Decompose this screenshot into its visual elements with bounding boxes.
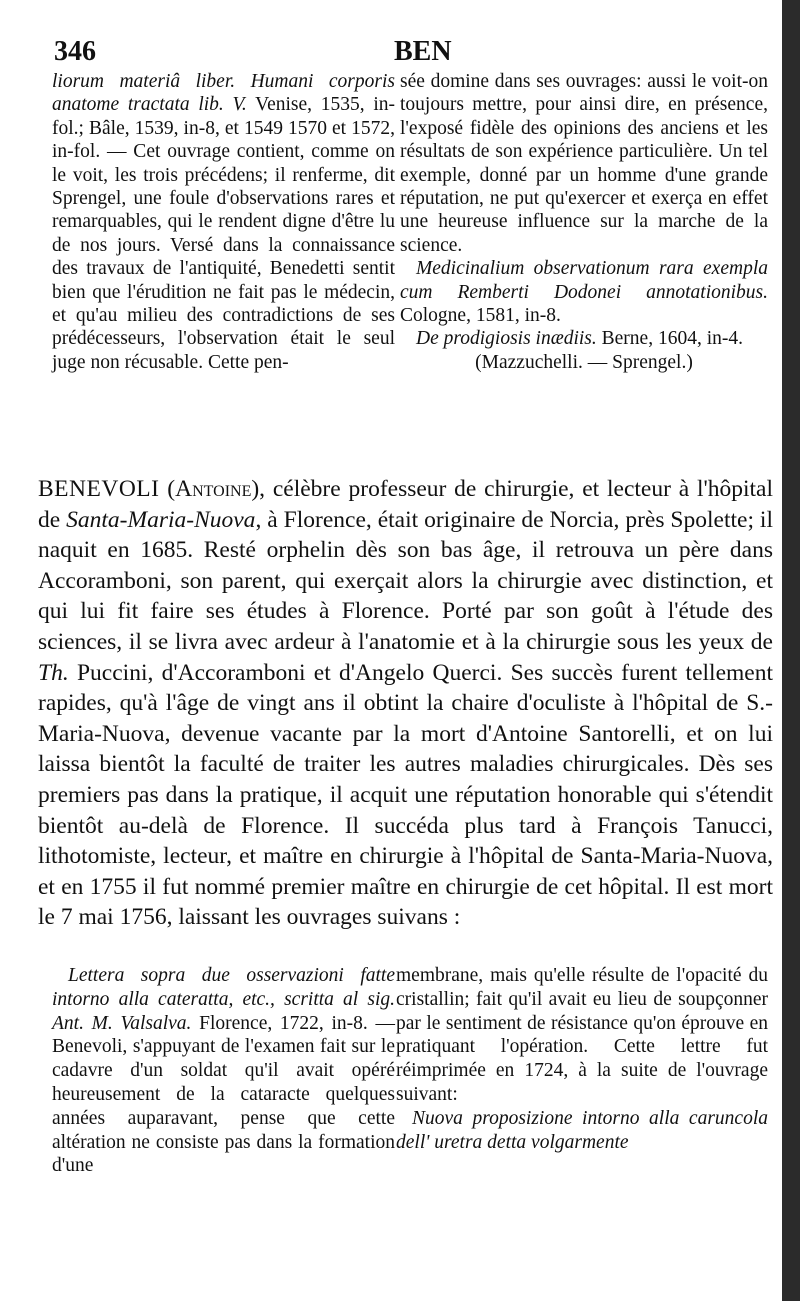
benevoli-entry [38,474,773,933]
benevoli-work-1 [52,964,395,1178]
running-head: BEN [394,36,452,67]
benedetti-text-continuation: sée domine dans ses ouvrages: aussi le voit-on toujours mettre, pour ainsi dire, en présence, l'exposé fidèle des opinions des anciens et les résultats de son expérience particulière. Un tel exemple, donné par un homme d'une grande réputation, ne put qu'exercer et exerça en effet une heureuse influence sur la marche de la science. [400,71,768,256]
entry-paragraph [38,474,773,933]
teacher-initial: Th. [38,659,69,686]
benedetti-work-continuation [52,70,395,374]
work-1-title: Lettera sopra due osservazioni fatte intorno alla cateratta, etc., scritta al sig. Ant. M. Valsalva. [52,965,395,1034]
entry-headword: BENEVOLI [38,476,160,502]
benedetti-work-3 [400,327,768,350]
top-right-column [400,70,768,374]
entry-text-b: , à Florence, était originaire de Norcia, près Spolette; il naquit en 1685. Resté orphelin dès son bas âge, il retrouva un père dans Accoramboni, son parent, qui exerçait alors la chirurgie avec distinction, et qui lui fit faire ses études à Florence. Porté par son goût à l'étude des sciences, il se livra avec ardeur à l'anatomie et à la chirurgie sous les yeux de [38,506,773,655]
open-paren: ( [159,476,176,502]
work-1-text-continuation: membrane, mais qu'elle résulte de l'opacité du cristallin; fait qu'il avait eu lieu de soupçonner par le sentiment de résistance qu'on éprouve en pratiquant l'opération. Cette lettre fut réimprimée en 1724, à la suite de l'ouvrage suivant: [396,965,768,1105]
page-edge-shadow [782,0,800,1301]
work-3-pub: Berne, 1604, in-4. [596,328,743,350]
entry-first-name: Antoine [175,476,252,502]
sources-note: (Mazzuchelli. — Sprengel.) [475,351,693,373]
hospital-name: Santa-Maria-Nuova [66,506,256,533]
work-2-title: Medicinalium observationum rara exempla cum Remberti Dodonei annotationibus. [400,258,768,303]
benevoli-work-2-title: Nuova proposizione intorno alla caruncola dell' uretra detta volgarmente [396,1107,768,1153]
work-text: Venise, 1535, in-fol.; Bâle, 1539, in-8, et 1549 1570 et 1572, in-fol. — Cet ouvrage contient, comme on le voit, les trois précédens; il renferme, dit Sprengel, une foule d'observations rares et remarquables, qui le rendent digne d'être lu de nos jours. Versé dans la connaissance des travaux de l'antiquité, Benedetti sentit bien que l'érudition ne fait pas le médecin, et qu'au milieu des contradictions de ses prédécesseurs, l'observation était le seul juge non récusable. Cette pen- [52,94,395,373]
benedetti-work-2 [400,257,768,327]
bottom-right-column [396,964,768,1154]
page-number: 346 [54,36,96,67]
close-paren: ), [251,476,266,502]
work-3-title: De prodigiosis inædiis. [416,328,597,350]
entry-text-c: Puccini, d'Accoramboni et d'Angelo Querci. Ses succès furent tellement rapides, qu'à l'âge de vingt ans il obtint la chaire d'oculiste à l'hôpital de S.-Maria-Nuova, devenue vacante par la mort d'Antoine Santorelli, et on lui laissa bientôt la faculté de traiter les autres maladies chirurgicales. Dès ses premiers pas dans la pratique, il acquit une réputation honorable qui s'étendit bientôt au-delà de Florence. Il succéda plus tard à François Tanucci, lithotomiste, lecteur, et maître en chirurgie à l'hôpital de Santa-Maria-Nuova, et en 1755 il fut nommé premier maître en chirurgie de cet hôpital. Il est mort le 7 mai 1756, laissant les ouvrages suivans : [38,659,773,931]
work-2-pub: Cologne, 1581, in-8. [400,305,561,327]
bottom-left-column [52,964,395,1178]
entry-text-a: célèbre professeur de chirurgie, et lecteur à l'hôpital de [38,476,773,533]
page-header [40,36,760,70]
work-1-text: Florence, 1722, in-8. — Benevoli, s'appuyant de l'examen fait sur le cadavre d'un soldat qu'il avait opéré heureusement de la cataracte quelques années auparavant, pense que cette altération ne consiste pas dans la formation d'une [52,1012,395,1177]
work-title-italic: liorum materiâ liber. Humani corporis anatome tractata lib. V. [52,71,395,116]
top-left-column [52,70,395,374]
benevoli-work-2 [396,1107,768,1155]
